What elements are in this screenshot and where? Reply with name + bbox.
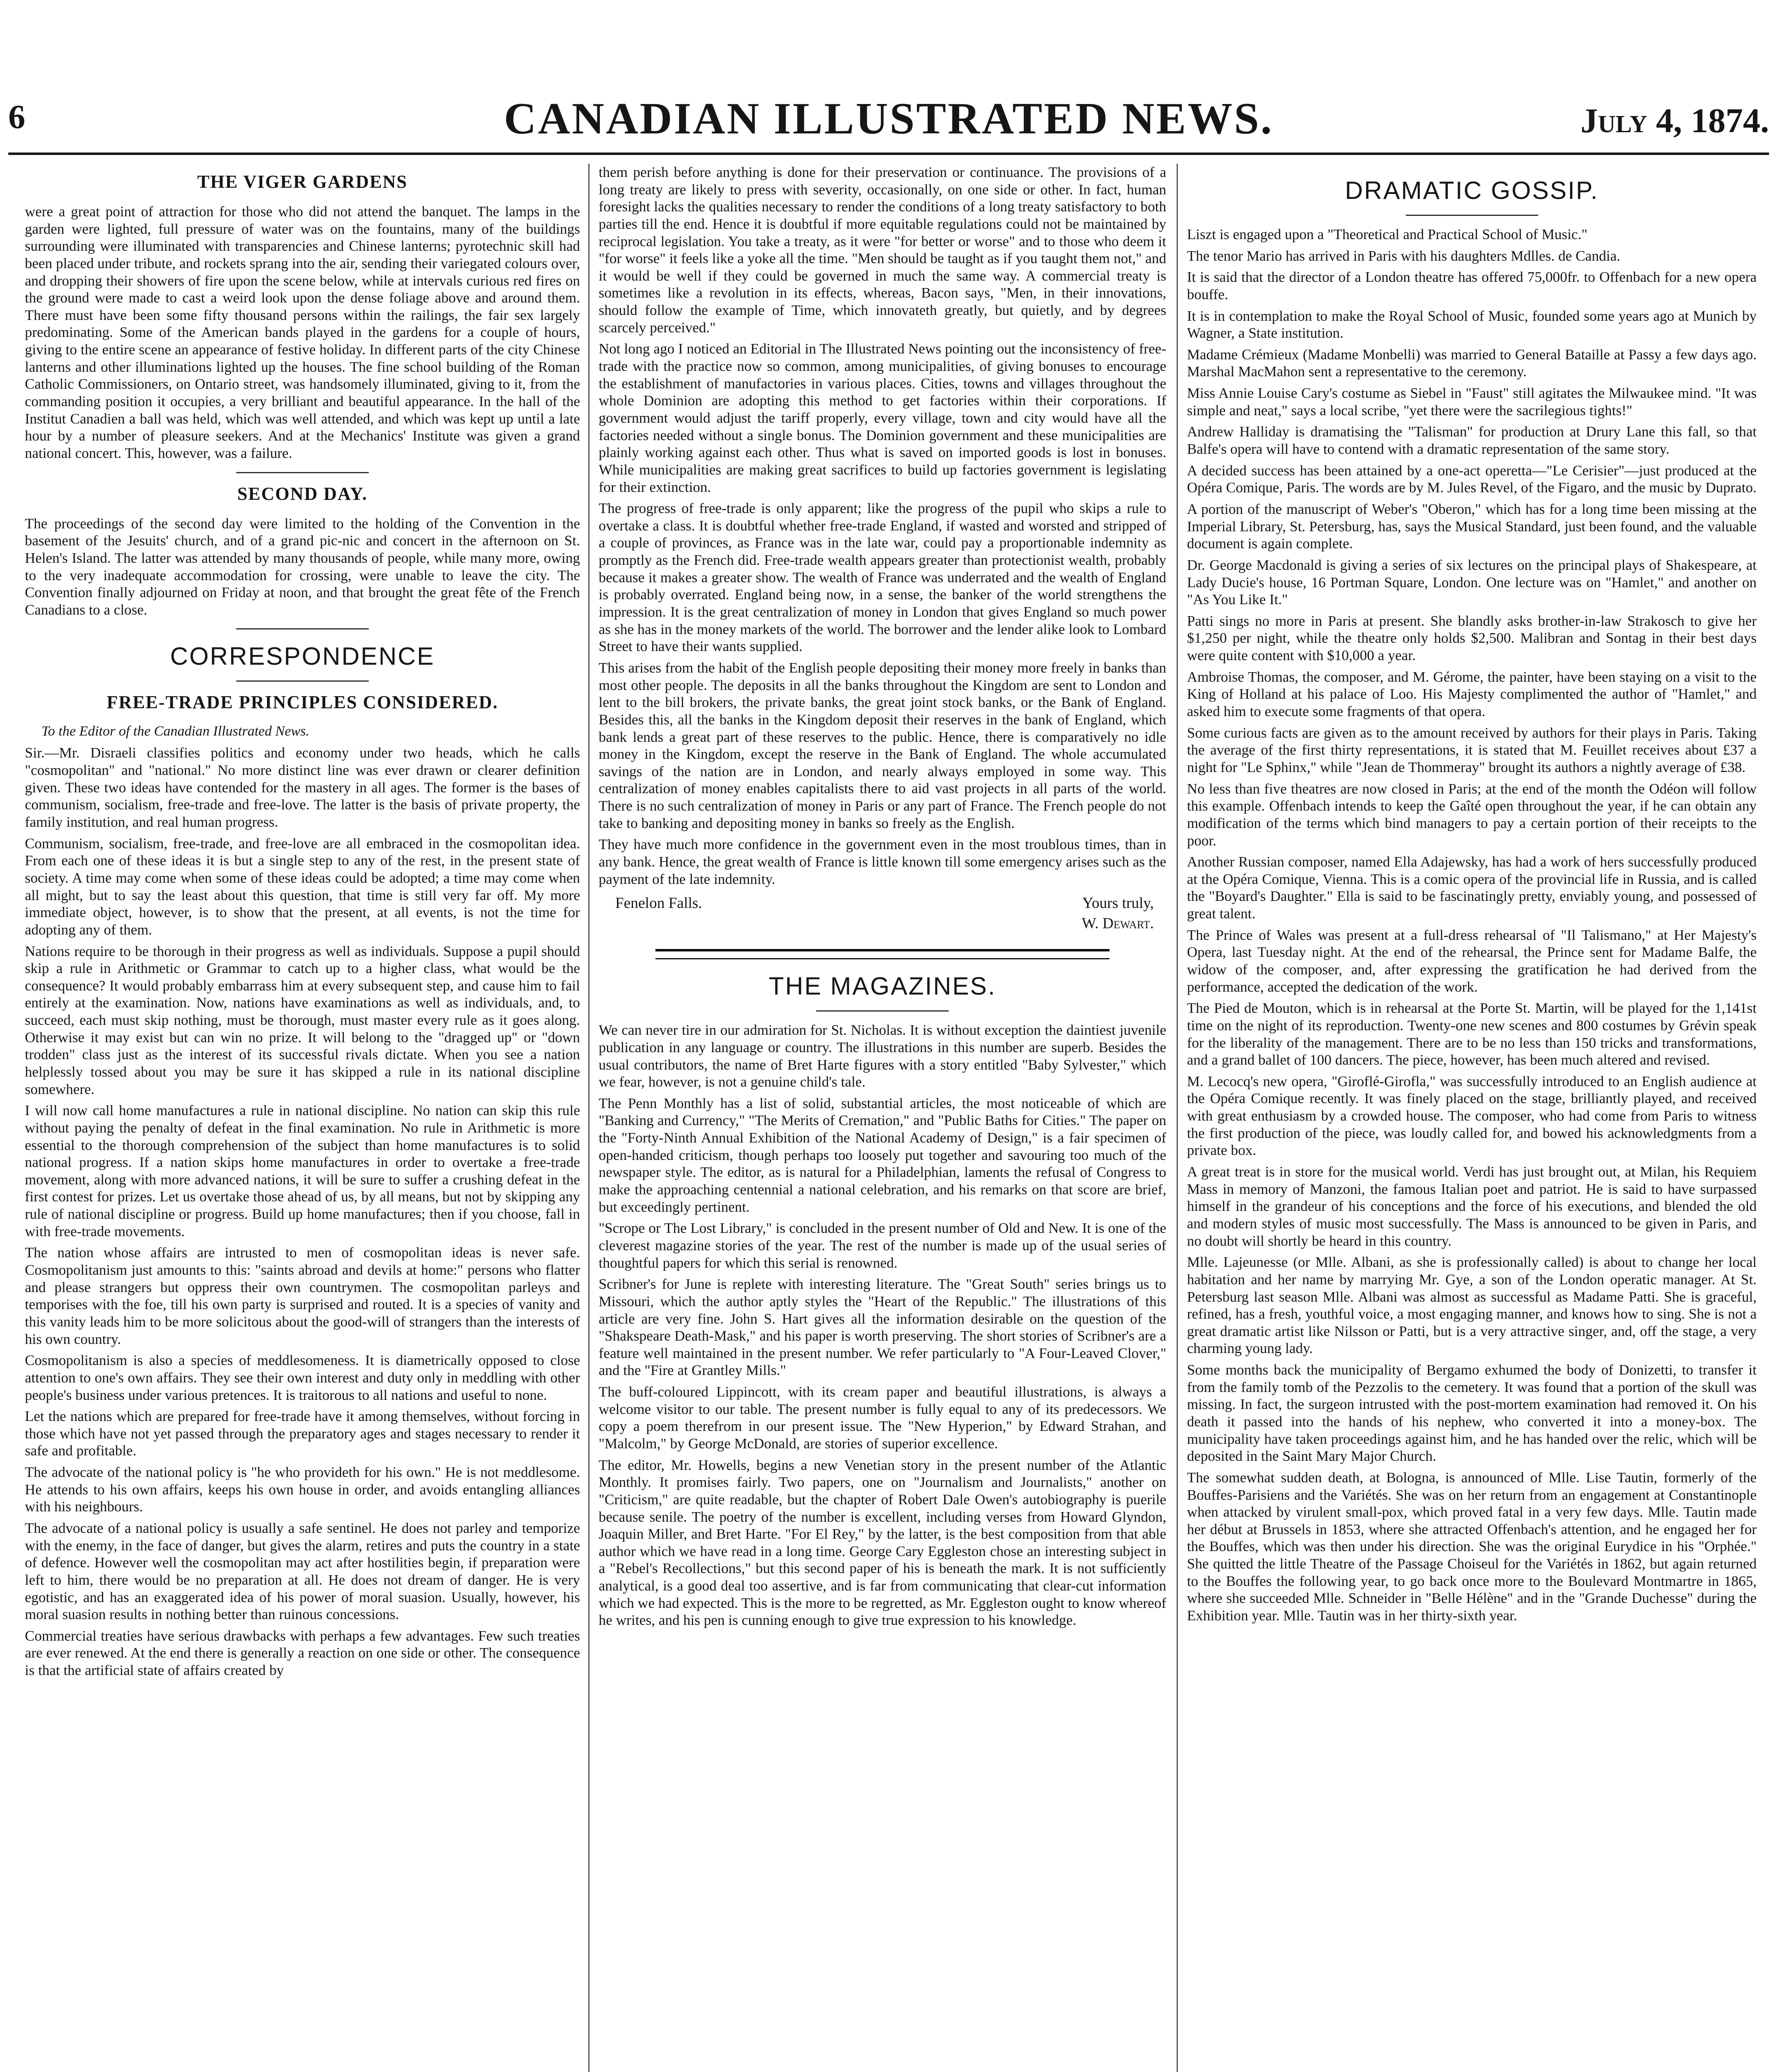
gossip-paragraph: Mlle. Lajeunesse (or Mlle. Albani, as she is professionally called) is about to change her local habitation and her name by marrying Mr. Gye, a son of the London operatic manager. At St. Petersburg last season Mlle. Albani was almost as successful as Madame Patti. She is graceful, refined, has a fresh, youthful voice, a most engaging manner, and knows how to sing. She is not a great dramatic artist like Nilsson or Patti, but is a very attractive singer, and, off the stage, a very charming young lady. <box>1187 1254 1757 1357</box>
letter-paragraph: Commercial treaties have serious drawbacks with perhaps a few advantages. Few such treaties are ever renewed. At the end there is generally a reaction on one side or other. The consequence is that the artificial state of affairs created by <box>25 1627 580 1679</box>
gossip-paragraph: A portion of the manuscript of Weber's "Oberon," which has for a long time been missing at the Imperial Library, St. Petersburg, has, says the Musical Standard, just been found, and the valuable document is again complete. <box>1187 501 1757 552</box>
section-rule <box>1406 215 1538 216</box>
gossip-paragraph: Andrew Halliday is dramatising the "Talisman" for production at Drury Lane this fall, so that Balfe's opera will have to contend with a dramatic representation of the same story. <box>1187 424 1757 457</box>
gossip-paragraph: Patti sings no more in Paris at present. She blandly asks brother-in-law Strakosch to give her $1,250 per night, while the theatre only holds $2,500. Malibran and Sontag in their best days were quite content with $10,000 a year. <box>1187 612 1757 664</box>
letter-paragraph: The progress of free-trade is only apparent; like the progress of the pupil who skips a rule to overtake a class. It is doubtful whether free-trade England, if wasted and worsted and stripped of a couple of provinces, as France was in the late war, could pay a proportionable indemnity as promptly as the French did. Free-trade wealth appears greater than protectionist wealth, probably because it makes a greater show. The wealth of France was underrated and the wealth of England is probably overrated. England being now, in a sense, the banker of the world strengthens the impression. It is the great centralization of money in London that gives England so much power as she has in the money markets of the world. The borrower and the lender alike look to Lombard Street to have their wants supplied. <box>599 500 1166 655</box>
magazine-paragraph: "Scrope or The Lost Library," is concluded in the present number of Old and New. It is one of the cleverest magazine stories of the year. The rest of the number is made up of the usual series of thoughtful papers for which this serial is renowned. <box>599 1220 1166 1271</box>
gossip-paragraph: A decided success has been attained by a one-act operetta—"Le Cerisier"—just produced at the Opéra Comique, Paris. The words are by M. Jules Revel, of the Figaro, and the music by Duprato. <box>1187 462 1757 496</box>
gossip-paragraph: The Pied de Mouton, which is in rehearsal at the Porte St. Martin, will be played for the 1,141st time on the night of its reproduction. Twenty-one new scenes and 800 costumes by Grévin speak for the liberality of the management. There are to be no less than 150 tricks and transformations, and a grand ballet of 100 dancers. The piece, however, has been much altered and revised. <box>1187 1000 1757 1068</box>
letter-paragraph: Nations require to be thorough in their progress as well as individuals. Suppose a pupil should skip a rule in Arithmetic or Grammar to catch up to a higher class, what would be the consequence? It would probably embarrass him at every subsequent step, and cause him to fail entirely at the examination. Now, nations have examinations as well as individuals, and, to succeed, each must skip nothing, must be thorough, must master every rule as it goes along. Otherwise it may exist but can win no prize. It will belong to the "dragged up" or "down trodden" class just as the interest of its successful rivals dictate. When you see a nation helplessly tossed about you may be sure it has skipped a rule in its national discipline somewhere. <box>25 943 580 1097</box>
gossip-paragraph: It is in contemplation to make the Royal School of Music, founded some years ago at Munich by Wagner, a State institution. <box>1187 307 1757 341</box>
letter-salutation: To the Editor of the Canadian Illustrated News. <box>41 724 309 739</box>
correspondence-heading: CORRESPONDENCE <box>170 642 435 670</box>
letter-paragraph: Not long ago I noticed an Editorial in The Illustrated News pointing out the inconsistency of free-trade with the practice now so common, among municipalities, of giving bonuses to encourage the establishment of manufactories in various places. Cities, towns and villages throughout the whole Dominion are adopting this method to get factories within their corporations. If government would adjust the tariff properly, every village, town and city would have all the factories needed without a single bonus. The Dominion government and these municipalities are plainly working against each other. Thus what is saved on imported goods is lost in bonuses. While municipalities are making great sacrifices to build up factories government is legislating for their extinction. <box>599 341 1166 495</box>
gossip-paragraph: Ambroise Thomas, the composer, and M. Gérome, the painter, have been staying on a visit to the King of Holland at his palace of Loo. His Majesty complimented the author of "Hamlet," and asked him to execute some fragments of that opera. <box>1187 668 1757 720</box>
letter-paragraph: The advocate of the national policy is "he who provideth for his own." He is not meddlesome. He attends to his own affairs, keeps his own house in order, and avoids entangling alliances with his neighbours. <box>25 1464 580 1515</box>
page-number: 6 <box>8 98 25 136</box>
newspaper-title: CANADIAN ILLUSTRATED NEWS. <box>504 94 1274 143</box>
letter-paragraph: The advocate of a national policy is usually a safe sentinel. He does not parley and temporize with the enemy, in the face of danger, but gives the alarm, retires and puts the country in a state of defence. However well the cosmopolitan may act after hostilities begin, if preparation were left to him, there would be no preparation at all. He does not dream of danger. He is very egotistic, and has an exaggerated idea of his power of moral suasion. Usually, however, his moral suasion results in nothing better than ruinous concessions. <box>25 1520 580 1623</box>
letter-paragraph: I will now call home manufactures a rule in national discipline. No nation can skip this rule without paying the penalty of defeat in the final examination. No rule in Arithmetic is more essential to the thorough comprehension of the subject than home manufactures is to solid national progress. If a nation skips home manufactures in order to overtake a free-trade movement, along with more advanced nations, it will be sure to suffer a crushing defeat in the first contest for prizes. Let us overtake those ahead of us, by all means, but not by skipping any rule of national discipline or progress. Build up home manufactures; then if you choose, fall in with free-trade movements. <box>25 1102 580 1239</box>
gossip-paragraph: Dr. George Macdonald is giving a series of six lectures on the principal plays of Shakespeare, at Lady Ducie's house, 16 Portman Square, London. One lecture was on "Hamlet," and another on "As You Like It." <box>1187 557 1757 608</box>
gossip-paragraph: Liszt is engaged upon a "Theoretical and Practical School of Music." <box>1187 226 1588 242</box>
column-2 <box>599 164 1166 2072</box>
magazine-paragraph: We can never tire in our admiration for St. Nicholas. It is without exception the daintiest juvenile publication in any language or country. The illustrations in this number are superb. Besides the usual contributors, the name of Bret Harte figures with a story entitled "Baby Sylvester," which we fear, however, is not a genuine child's tale. <box>599 1022 1166 1090</box>
dramatic-gossip-heading: DRAMATIC GOSSIP. <box>1345 177 1599 204</box>
letter-paragraph: The nation whose affairs are intrusted to men of cosmopolitan ideas is never safe. Cosmopolitanism just amounts to this: "saints abroad and devils at home:" persons who flatter and please strangers but oppress their own countrymen. The cosmopolitan parleys and temporises with the foe, till his own party is surprised and routed. It is a species of vanity and this vanity leads him to be more solicitous about the good-will of strangers than the interests of his own country. <box>25 1244 580 1347</box>
signoff-place: Fenelon Falls. <box>615 895 702 912</box>
gossip-paragraph: The somewhat sudden death, at Bologna, is announced of Mlle. Lise Tautin, formerly of the Bouffes-Parisiens and the Variétés. She was on her return from an engagement at Constantinople when attacked by virulent small-pox, which proved fatal in a very few days. Mlle. Tautin made her début at Brussels in 1853, where she attracted Offenbach's attention, and he engaged her for the Bouffes, which was then under his direction. She was the original Eurydice in his "Orphée." She quitted the little Theatre of the Passage Choiseul for the Variétés in 1862, but again returned to the Bouffes the following year, to go back once more to the Boulevard Montmartre in 1865, where she succeeded Mlle. Schneider in "Belle Hélène" and in the "Grande Duchesse" during the Exhibition year. Mlle. Tautin was in her thirty-sixth year. <box>1187 1469 1757 1624</box>
masthead <box>8 93 1769 160</box>
gossip-paragraph: Miss Annie Louise Cary's costume as Siebel in "Faust" still agitates the Milwaukee mind. "It was simple and neat," says a local scribe, "yet there were the sacrilegious tights!" <box>1187 385 1757 419</box>
magazine-paragraph: The Penn Monthly has a list of solid, substantial articles, the most noticeable of which are "Banking and Currency," "The Merits of Cremation," and "Public Baths for Cities." The paper on the "Forty-Ninth Annual Exhibition of the National Academy of Design," is a fair specimen of open-handed criticism, though perhaps too loosely put together and savouring too much of the newspaper style. The editor, as is natural for a Philadelphian, laments the refusal of Congress to make the approaching centennial a national celebration, and his remarks on that score are brief, but exceedingly pertinent. <box>599 1095 1166 1215</box>
issue-date: July 4, 1874. <box>1580 102 1769 140</box>
masthead-rule <box>8 152 1769 155</box>
section-rule <box>236 628 369 629</box>
magazines-heading: THE MAGAZINES. <box>769 972 996 1000</box>
gossip-paragraph: Another Russian composer, named Ella Adajewsky, has had a work of hers successfully produced at the Opéra Comique, Vienna. This is a comic opera of the provincial life in Russia, and is called the "Boyard's Daughter." Ella is said to be fascinatingly pretty, enviably young, and possessed of great talent. <box>1187 854 1757 922</box>
article-paragraph: The proceedings of the second day were limited to the holding of the Convention in the basement of the Jesuits' church, and of a grand pic-nic and concert in the afternoon on St. Helen's Island. The latter was attended by many thousands of people, while many more, owing to the very inadequate accommodation for crossing, were unable to leave the city. The Convention finally adjourned on Friday at noon, and that brought the great fête of the French Canadians to a close. <box>25 515 580 618</box>
letter-paragraph: This arises from the habit of the English people depositing their money more freely in banks than most other people. The deposits in all the banks throughout the Kingdom are sent to London and lent to the bill brokers, the private banks, the great joint stock banks, or the Bank of England. Besides this, all the banks in the Kingdom deposit their reserves in the bank of England, which bank lends a great part of these reserves to the public. Hence, there is comparatively no idle money in the Kingdom, except the reserve in the Bank of England. The whole accumulated savings of the nation are in London, and nearly always employed in some way. This centralization of money enables capitalists there to aid vast projects in all parts of the world. There is no such centralization of money in Paris or any part of France. The French people do not take to banking and depositing money in banks so freely as the English. <box>599 659 1166 831</box>
magazine-paragraph: The editor, Mr. Howells, begins a new Venetian story in the present number of the Atlantic Monthly. It promises fairly. Two papers, one on "Journalism and Journalists," another on "Criticism," are quite readable, but the chapter of Robert Dale Owen's autobiography is puerile because senile. The poetry of the number is excellent, including verses from Howard Glyndon, Joaquin Miller, and Bret Harte. "For El Rey," by the latter, is the best composition from that able author which we have read in a long time. George Cary Eggleston chose an interesting subject in a "Rebel's Recollections," but this second paper of his is beneath the mark. It is not sufficiently analytical, is a good deal too assertive, and is far from communicating that clear-cut information which we had expected. This is the more to be regretted, as Mr. Eggleston ought to know whereof he writes, and his pen is cunning enough to give true expression to his knowledge. <box>599 1457 1166 1629</box>
gossip-paragraph: A great treat is in store for the musical world. Verdi has just brought out, at Milan, his Requiem Mass in memory of Manzoni, the famous Italian poet and patriot. He is said to have surpassed himself in the grandeur of his conceptions and the force of his executions, and blended the old and modern styles of music most successfully. The Mass is announced to be given in Paris, and no doubt will shortly be heard in this country. <box>1187 1164 1757 1249</box>
magazine-paragraph: The buff-coloured Lippincott, with its cream paper and beautiful illustrations, is always a welcome visitor to our table. The present number is fully equal to any of its predecessors. We copy a poem therefrom in our present issue. The "New Hyperion," by Edward Strahan, and "Malcolm," by George McDonald, are stories of superior excellence. <box>599 1384 1166 1452</box>
gossip-paragraph: Some months back the municipality of Bergamo exhumed the body of Donizetti, to transfer it from the family tomb of the Pezzolis to the cemetery. It was found that a portion of the skull was missing. In fact, the surgeon intrusted with the post-mortem examination had removed it. On his death it passed into the hands of his nephew, who converted it into a money-box. The municipality have taken proceedings against him, and he has handed over the relic, which will be deposited in the Saint Mary Major Church. <box>1187 1362 1757 1464</box>
letter-paragraph: Cosmopolitanism is also a species of meddlesomeness. It is diametrically opposed to close attention to one's own affairs. They see their own interest and duty only in meddling with other people's business under various pretences. It is traitorous to all nations and useful to none. <box>25 1352 580 1403</box>
gossip-paragraph: Some curious facts are given as to the amount received by authors for their plays in Paris. Taking the average of the first thirty representations, it is stated that M. Feuillet receives about £37 a night for "Le Sphinx," while "Jean de Thommeray" brought its authors a nightly average of £38. <box>1187 724 1757 775</box>
correspondence-subheading: FREE-TRADE PRINCIPLES CONSIDERED. <box>106 692 498 713</box>
article-paragraph: were a great point of attraction for those who did not attend the banquet. The lamps in the garden were lighted, full pressure of water was on the fountains, many of the buildings surrounding were illuminated with transparencies and Chinese lanterns; pyrotechnic skill had been placed under tribute, and rockets sprang into the air, sending their variegated colours over, and dropping their showers of fire upon the scene below, while at intervals curious red fires on the ground were made to cast a weird look upon the dense foliage above and around them. There must have been some fifty thousand persons within the railings, the fair sex largely predominating. Some of the American bands played in the gardens for a couple of hours, giving to the entire scene an appearance of festive holiday. In different parts of the city Chinese lanterns and other illuminations lighted up the houses. The fine school building of the Roman Catholic Commissioners, on Ontario street, was handsomely illuminated, giving to it, from the commanding position it occupies, a very brilliant and beautiful appearance. In the hall of the Institut Canadien a ball was held, which was well attended, and which was kept up until a late hour by a number of pleasure seekers. And at the Mechanics' Institute was given a grand national concert. This, however, was a failure. <box>25 203 580 461</box>
letter-paragraph: Let the nations which are prepared for free-trade have it among themselves, without forcing in those which have not yet passed through the preparatory ages and stages necessary to render it safe and profitable. <box>25 1408 580 1459</box>
gossip-paragraph: No less than five theatres are now closed in Paris; at the end of the month the Odéon will follow this example. Offenbach intends to keep the Gaîté open throughout the year, if he can obtain any modification of the terms which bind managers to pay a certain portion of their receipts to the poor. <box>1187 780 1757 849</box>
signoff-closing: Yours truly, <box>1082 895 1154 912</box>
gossip-paragraph: It is said that the director of a London theatre has offered 75,000fr. to Offenbach for a new opera bouffe. <box>1187 269 1757 303</box>
column-divider <box>588 164 590 2072</box>
gossip-paragraph: Madame Crémieux (Madame Monbelli) was married to General Bataille at Passy a few days ago. Marshal MacMahon sent a representative to the ceremony. <box>1187 346 1757 380</box>
viger-gardens-heading: THE VIGER GARDENS <box>197 172 408 192</box>
second-day-heading: SECOND DAY. <box>237 483 368 504</box>
column-3 <box>1187 164 1757 2072</box>
gossip-paragraph: M. Lecocq's new opera, "Giroflé-Girofla," was successfully introduced to an English audience at the Opéra Comique recently. It was finely placed on the stage, brilliantly played, and received with great enthusiasm by a crowded house. The composer, who had come from Paris to witness the first production of the piece, was loudly called for, and bowed his acknowledgments from a private box. <box>1187 1073 1757 1159</box>
gossip-paragraph: The Prince of Wales was present at a full-dress rehearsal of "Il Talismano," at Her Majesty's Opera, last Tuesday night. At the end of the rehearsal, the Prince sent for Madame Balfe, the widow of the composer, and, after expressing the gratification he had derived from the performance, accepted the dedication of the work. <box>1187 927 1757 995</box>
letter-paragraph: them perish before anything is done for their preservation or continuance. The provisions of a long treaty are likely to press with severity, occasionally, on one side or other. In fact, human foresight lacks the qualities necessary to render the conditions of a long treaty satisfactory to both parties till the end. Hence it is doubtful if more equitable regulations could not be maintained by reciprocal legislation. You take a treaty, as it were "for better or worse" and to those who deem it "for worse" it feels like a yoke all the time. "Men should be taught as if you taught them not," and it would be well if they could be governed in much the same way. A commercial treaty is sometimes like a revolution in its effects, whereas, Bacon says, "Men, in their innovations, should follow the example of Time, which innovateth greatly, but quietly, and by degrees scarcely perceived." <box>599 164 1166 336</box>
double-rule <box>655 949 1109 959</box>
section-rule <box>236 472 369 473</box>
letter-paragraph: They have much more confidence in the government even in the most troublous times, than in any bank. Hence, the great wealth of France is little known till some emergency arises such as the payment of the late indemnity. <box>599 836 1166 887</box>
gossip-paragraph: The tenor Mario has arrived in Paris with his daughters Mdlles. de Candia. <box>1187 247 1620 264</box>
letter-paragraph: Communism, socialism, free-trade, and free-love are all embraced in the cosmopolitan idea. From each one of these ideas it is but a single step to any of the rest, in the present state of society. A time may come when some of these ideas could be adopted; a time may come when all might, but to say the least about this question, that time is still very far off. My more immediate object, however, is to show that the present, at all events, is not the time for adopting any of them. <box>25 835 580 938</box>
section-rule <box>816 1010 949 1012</box>
column-divider <box>1177 164 1178 2072</box>
letter-signoff <box>615 894 1154 912</box>
column-1 <box>25 164 580 2072</box>
letter-paragraph: Sir.—Mr. Disraeli classifies politics and economy under two heads, which he calls "cosmopolitan" and "national." No more distinct line was ever drawn or clearer definition given. These two ideas have contended for the mastery in all ages. The former is the bases of communism, socialism, free-trade and free-love. The latter is the basis of private property, the family institution, and real human progress. <box>25 745 580 830</box>
section-rule <box>236 680 369 682</box>
magazine-paragraph: Scribner's for June is replete with interesting literature. The "Great South" series brings us to Missouri, which the author aptly styles the "Heart of the Republic." The illustrations of this article are very fine. John S. Hart gives all the information desirable on the question of the "Shakspeare Death-Mask," and his paper is worth preserving. The short stories of Scribner's are a feature well maintained in the present number. We refer particularly to "A Four-Leaved Clover," and the "Fire at Grantley Mills." <box>599 1276 1166 1379</box>
signoff-name: W. Dewart. <box>1082 915 1154 932</box>
